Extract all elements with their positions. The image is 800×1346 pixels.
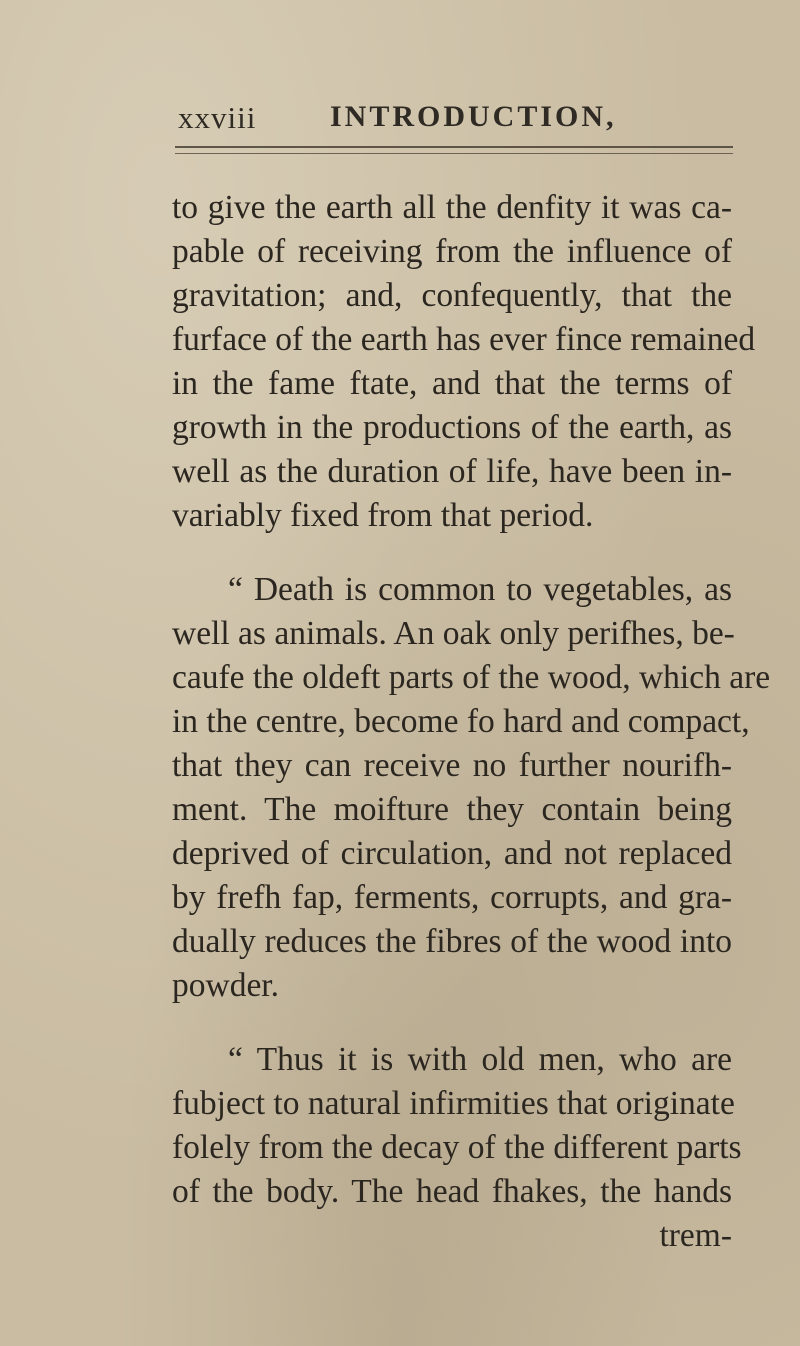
text-line: gravitation; and, confequently, that the — [172, 277, 732, 314]
text-line: caufe the oldeft parts of the wood, which are — [172, 659, 771, 696]
text-line: in the fame ftate, and that the terms of — [172, 365, 732, 402]
text-line: pable of receiving from the influence of — [172, 233, 732, 270]
text-line: in the centre, become fo hard and compact, — [172, 703, 750, 740]
text-line: well as animals. An oak only perifhes, be- — [172, 615, 735, 652]
paragraph-1 — [172, 186, 756, 538]
text-line: fubject to natural infirmities that originate — [172, 1085, 735, 1122]
catchword: trem- — [659, 1217, 732, 1254]
text-line: by frefh fap, ferments, corrupts, and gra- — [172, 879, 732, 916]
text-line: “ Death is common to vegetables, as — [228, 571, 732, 608]
text-line: furface of the earth has ever fince remained — [172, 321, 756, 358]
paragraph-gap — [172, 1008, 732, 1038]
running-head — [178, 100, 738, 140]
body-text — [172, 186, 771, 1258]
paragraph-3 — [172, 1038, 742, 1258]
text-line: powder. — [172, 967, 279, 1004]
text-line: ment. The moifture they contain being — [172, 791, 732, 828]
paragraph-gap — [172, 538, 732, 568]
page-number: xxviii — [178, 100, 257, 135]
text-line: to give the earth all the denfity it was ca- — [172, 189, 732, 226]
text-line: folely from the decay of the different parts — [172, 1129, 742, 1166]
text-line: that they can receive no further nourifh- — [172, 747, 732, 784]
text-line: of the body. The head fhakes, the hands — [172, 1173, 732, 1210]
running-title: INTRODUCTION, — [330, 100, 617, 133]
text-line: deprived of circulation, and not replaced — [172, 835, 732, 872]
text-line: variably fixed from that period. — [172, 497, 594, 534]
header-rule — [175, 146, 733, 154]
text-line: dually reduces the fibres of the wood into — [172, 923, 732, 960]
text-line: well as the duration of life, have been in- — [172, 453, 732, 490]
text-line: “ Thus it is with old men, who are — [228, 1041, 732, 1078]
paragraph-2 — [172, 568, 771, 1008]
text-line: growth in the productions of the earth, as — [172, 409, 732, 446]
